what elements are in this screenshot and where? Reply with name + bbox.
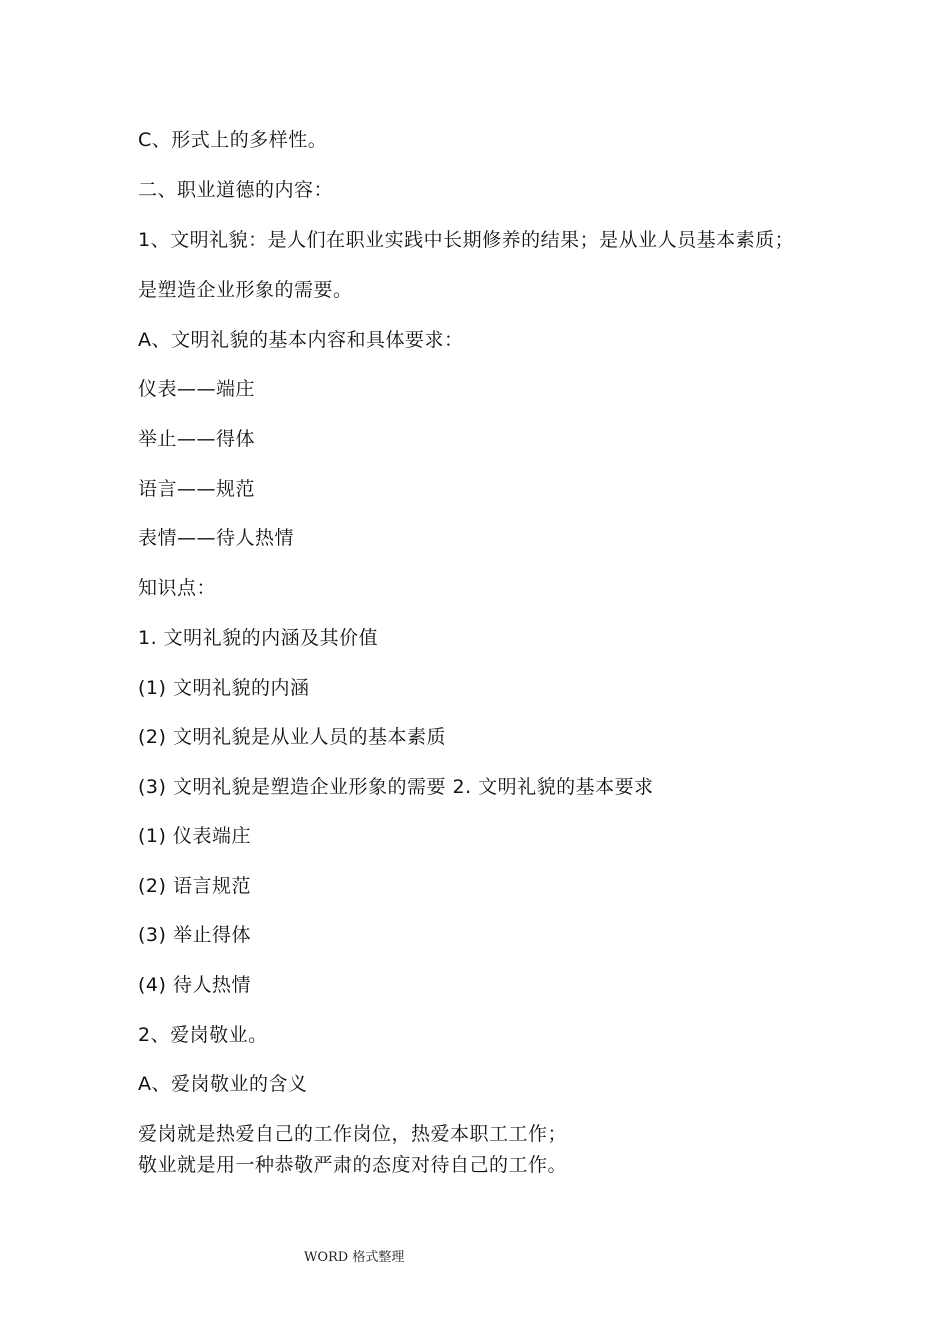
text-line: (3) 举止得体 <box>138 924 251 946</box>
text-line: 知识点： <box>138 577 217 599</box>
text-line: 举止——得体 <box>138 428 256 450</box>
text-line: (1) 文明礼貌的内涵 <box>138 677 310 699</box>
page-footer: WORD 格式整理 <box>304 1250 405 1265</box>
text-line: 2、爱岗敬业。 <box>138 1024 268 1046</box>
text-line: C、形式上的多样性。 <box>138 129 328 151</box>
text-line: 1、文明礼貌：是人们在职业实践中长期修养的结果；是从业人员基本素质； <box>138 229 795 251</box>
text-line: 爱岗就是热爱自己的工作岗位，热爱本职工工作； <box>138 1123 568 1145</box>
text-line: (3) 文明礼貌是塑造企业形象的需要 2. 文明礼貌的基本要求 <box>138 776 654 798</box>
text-line: (2) 文明礼貌是从业人员的基本素质 <box>138 726 446 748</box>
text-line: 语言——规范 <box>138 478 256 500</box>
text-line: (4) 待人热情 <box>138 974 251 996</box>
text-line: 表情——待人热情 <box>138 527 295 549</box>
text-line: 仪表——端庄 <box>138 378 256 400</box>
text-line: A、爱岗敬业的含义 <box>138 1073 308 1095</box>
text-line: (2) 语言规范 <box>138 875 251 897</box>
text-line: (1) 仪表端庄 <box>138 825 251 847</box>
text-line: A、文明礼貌的基本内容和具体要求： <box>138 329 464 351</box>
text-line: 敬业就是用一种恭敬严肃的态度对待自己的工作。 <box>138 1154 568 1176</box>
text-line: 1. 文明礼貌的内涵及其价值 <box>138 627 379 649</box>
text-line: 是塑造企业形象的需要。 <box>138 279 353 301</box>
section-heading: 二、职业道德的内容： <box>138 179 334 201</box>
